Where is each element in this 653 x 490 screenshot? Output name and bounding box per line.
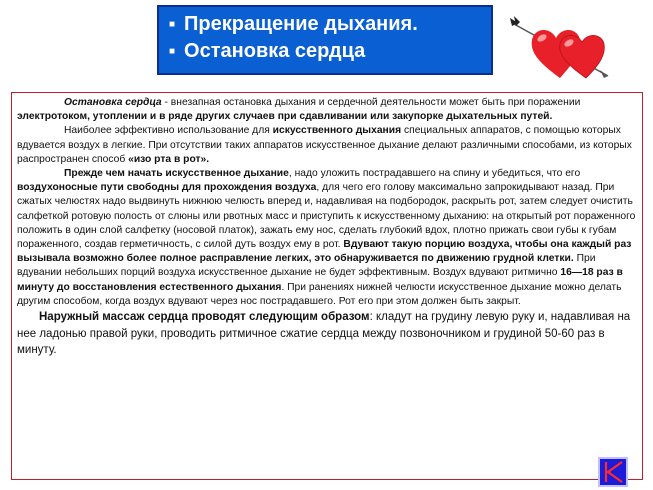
paragraph-definition: Остановка сердца - внезапная остановка дыхания и сердечной деятельности может быть при поражении электротоком, утоплении и в ряде других случаев при сдавливании или закупорке дыхательных путей.: [17, 97, 581, 123]
paragraph-procedure: Прежде чем начать искусственное дыхание, надо уложить пострадавшего на спину и убедиться, что его воздухоносные пути свободны для прохождения воздуха, для чего его голову максимально запрокидывают назад. При сжатых челюстях надо выдвинуть нижнюю челюсть вперед и, надавливая на подбородок, раскрыть рот, затем следует очистить салфеткой ротовую полость от слюны или рвотных масс и приступить к искусственному дыханию: на открытый рот пораженного положить в один слой салфетку (носовой платок), зажать ему нос, сделать глубокий вдох, плотно прижать свои губы к губам пораженного, создав герметичность, с силой дуть воздух ему в рот. Вдувают такую порцию воздуха, чтобы она каждый раз вызывала возможно более полное расправление легких, это обнаруживается по движению грудной клетки. При вдувании небольших порций воздуха искусственное дыхание не будет эффективным. Воздух вдувают ритмично 16—18 раз в минуту до восстановления естественного дыхания. При ранениях нижней челюсти искусственное дыхание можно делать другим способом, когда воздух вдувают через нос пострадавшего. Рот его при этом должен быть закрыт.: [17, 168, 636, 307]
hearts-arrow-icon: [508, 14, 616, 80]
bullet-icon: ■: [169, 46, 176, 57]
paragraph-heart-massage: Наружный массаж сердца проводят следующим образом: кладут на грудину левую руку и, надавливая на нее ладонью правой руки, проводить ритмичное сжатие сердца между позвоночником и грудиной 50-60 раз в минуту.: [17, 311, 631, 357]
title-text-1: Прекращение дыхания.: [184, 13, 418, 35]
content-box: [11, 92, 643, 480]
title-box: [157, 5, 493, 75]
title-line-1: [169, 11, 491, 38]
term-cardiac-arrest: Остановка сердца: [64, 97, 162, 108]
title-line-2: [169, 38, 491, 65]
title-text-2: Остановка сердца: [184, 40, 366, 62]
first-slide-button[interactable]: [598, 457, 628, 487]
bullet-icon: ■: [169, 19, 176, 30]
paragraph-artificial-respiration: Наиболее эффективно использование для искусственного дыхания специальных аппаратов, с помощью которых вдувается воздух в легкие. При отсутствии таких аппаратов искусственное дыхание делают различными способами, из которых распространен способ «изо рта в рот».: [17, 125, 632, 165]
nav-first-icon: [600, 459, 626, 485]
